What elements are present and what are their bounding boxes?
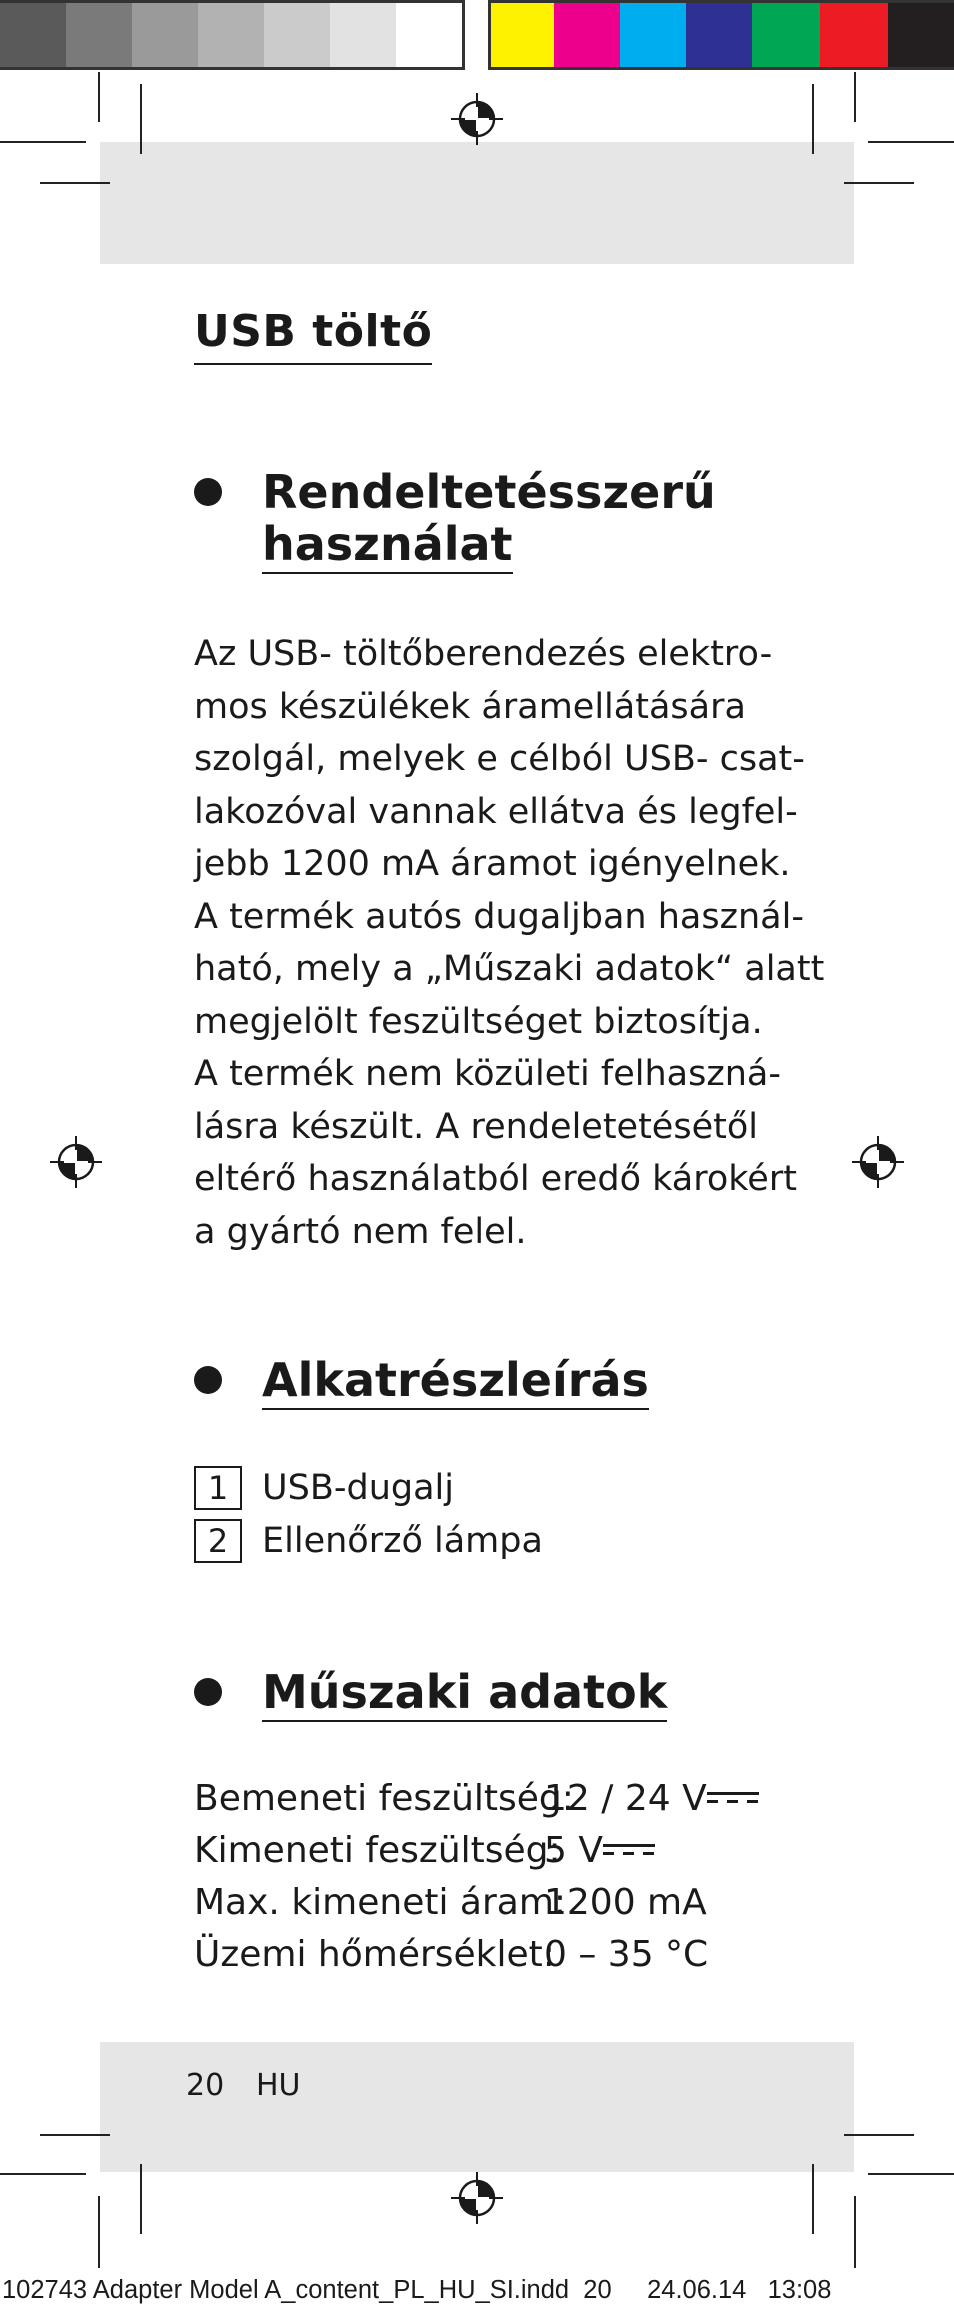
spec-value-text: 12 / 24 V [544, 1778, 707, 1819]
paragraph-line: mos készülékek áramellátására [194, 686, 746, 727]
section-heading [262, 1666, 667, 1722]
paragraph-line: szolgál, melyek e célból USB- csat- [194, 739, 805, 779]
paragraph-line: lásra készült. A rendeletetésétől [194, 1106, 758, 1147]
crop-mark [98, 72, 100, 122]
intended-use-paragraph [194, 628, 825, 1258]
color-calibration-bar [0, 0, 954, 68]
part-number-box: 1 [194, 1466, 242, 1510]
page-number: 20 [186, 2068, 225, 2103]
spec-value: 0 – 35 °C [544, 1934, 709, 1975]
crop-mark [812, 2164, 814, 2234]
paragraph-line: a gyártó nem felel. [194, 1211, 527, 1252]
slug-time: 13:08 [767, 2276, 832, 2304]
paragraph-line: Az USB- töltőberendezés elektro- [194, 634, 773, 674]
paragraph-line: lakozóval vannak ellátva és legfel- [194, 791, 798, 832]
spec-value-text: 5 V [544, 1830, 603, 1871]
specs-heading-text: Műszaki adatok [262, 1666, 667, 1722]
spec-label: Üzemi hőmérséklet: [194, 1934, 555, 1975]
registration-mark-icon [451, 93, 503, 145]
section-heading-underlined: használat [262, 518, 513, 574]
section-heading-line1: Rendeltetésszerű [262, 465, 716, 519]
spec-label: Kimeneti feszültség: [194, 1830, 561, 1871]
paragraph-line: megjelölt feszültséget biztosítja. [194, 1001, 763, 1042]
crop-mark [854, 72, 856, 122]
crop-mark [868, 2173, 954, 2175]
crop-mark [844, 2134, 914, 2136]
paragraph-line: A termék autós dugaljban használ- [194, 896, 804, 937]
slug-file: 102743 Adapter Model A_content_PL_HU_SI.indd [2, 2276, 570, 2304]
part-label: Ellenőrző lámpa [262, 1521, 543, 1561]
registration-mark-icon [50, 1136, 102, 1188]
part-number-box: 2 [194, 1519, 242, 1563]
crop-mark [844, 182, 914, 184]
crop-mark [40, 182, 110, 184]
crop-mark [140, 2164, 142, 2234]
slug-date: 24.06.14 [647, 2276, 747, 2304]
slug-page: 20 [583, 2276, 612, 2304]
part-label: USB-dugalj [262, 1468, 454, 1508]
section-heading [262, 1354, 649, 1410]
bullet-icon [194, 1678, 222, 1706]
parts-heading-text: Alkatrészleírás [262, 1354, 649, 1410]
color-bar-frame [488, 0, 954, 70]
dc-symbol-icon [707, 1790, 759, 1810]
paragraph-line: jebb 1200 mA áramot igényelnek. [194, 844, 791, 884]
page-title: USB töltő [194, 306, 432, 365]
spec-value [544, 1778, 759, 1819]
bullet-icon [194, 1366, 222, 1394]
paragraph-line: ható, mely a „Műszaki adatok“ alatt [194, 949, 825, 989]
paragraph-line: eltérő használatból eredő károkért [194, 1159, 797, 1199]
spec-value: 1200 mA [544, 1882, 707, 1923]
gray-bar-frame [0, 0, 465, 70]
crop-mark [40, 2134, 110, 2136]
footer-panel [100, 2042, 854, 2172]
spec-value [544, 1830, 655, 1871]
crop-mark [812, 84, 814, 154]
dc-symbol-icon [603, 1842, 655, 1862]
registration-mark-icon [451, 2172, 503, 2224]
bullet-icon [194, 478, 222, 506]
language-code: HU [256, 2068, 301, 2103]
crop-mark [854, 2196, 856, 2268]
spec-label: Bemeneti feszültség: [194, 1778, 574, 1819]
registration-mark-icon [852, 1136, 904, 1188]
section-heading-line2 [262, 518, 513, 574]
crop-mark [0, 2173, 86, 2175]
crop-mark [0, 141, 86, 143]
spec-label: Max. kimeneti áram: [194, 1882, 567, 1923]
print-slug [2, 2276, 831, 2305]
crop-mark [98, 2196, 100, 2268]
header-panel [100, 142, 854, 264]
crop-mark [140, 84, 142, 154]
crop-mark [868, 141, 954, 143]
paragraph-line: A termék nem közületi felhaszná- [194, 1054, 781, 1094]
